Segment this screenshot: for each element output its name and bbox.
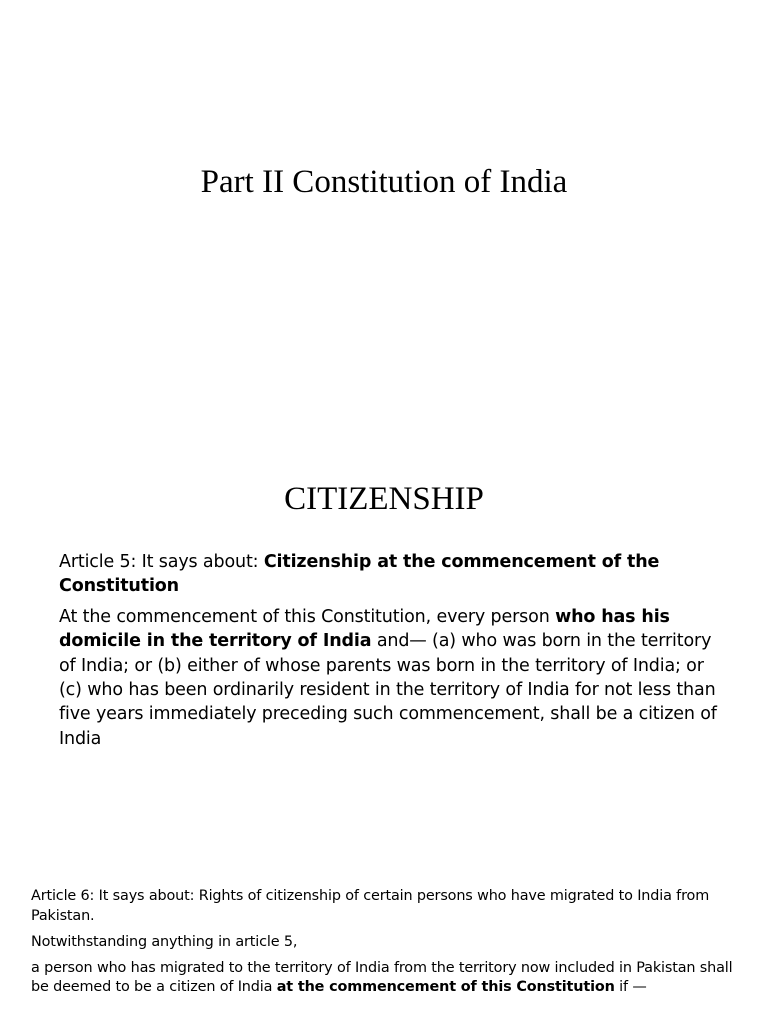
article6-para-start: a person who has migrated to the territory of India from the territory now included in Pakistan shall be deemed to be a citizen of India xyxy=(31,959,733,995)
article5-intro-text: Article 5: It says about: xyxy=(59,552,264,572)
article5-para-start: At the commencement of this Constitution, every person xyxy=(59,606,556,627)
article6-para-end: if — xyxy=(614,979,647,995)
slide-title-heading: Part II Constitution of India xyxy=(200,164,568,200)
article6-intro: Article 6: It says about: Rights of citizenship of certain persons who have migrated to India from Pakistan. xyxy=(31,888,710,924)
article5-para-rest: and— (a) who was born in the territory of India; or (b) either of whose parents was born in the territory of India; or (c) who has been ordinarily resident in the territory of India for not less than five years immediately preceding such commencement, shall be a citizen of India xyxy=(59,631,717,749)
slide-citizenship xyxy=(0,450,768,850)
citizenship-heading: CITIZENSHIP xyxy=(284,481,484,517)
article6-para-bold: at the commencement of this Constitution xyxy=(276,979,615,995)
slide-title xyxy=(0,0,768,450)
article6-notwithstanding: Notwithstanding anything in article 5, xyxy=(31,933,298,950)
article5-para-bold: who has his domicile in the territory of India xyxy=(59,606,670,652)
article5-paragraph xyxy=(59,605,723,751)
article5-heading: Citizenship at the commencement of the Constitution xyxy=(59,552,660,597)
article6-content xyxy=(31,887,743,1004)
article5-intro xyxy=(59,550,723,599)
slide-article6 xyxy=(0,850,768,1024)
article5-content xyxy=(59,550,723,757)
article6-paragraph xyxy=(31,959,743,998)
